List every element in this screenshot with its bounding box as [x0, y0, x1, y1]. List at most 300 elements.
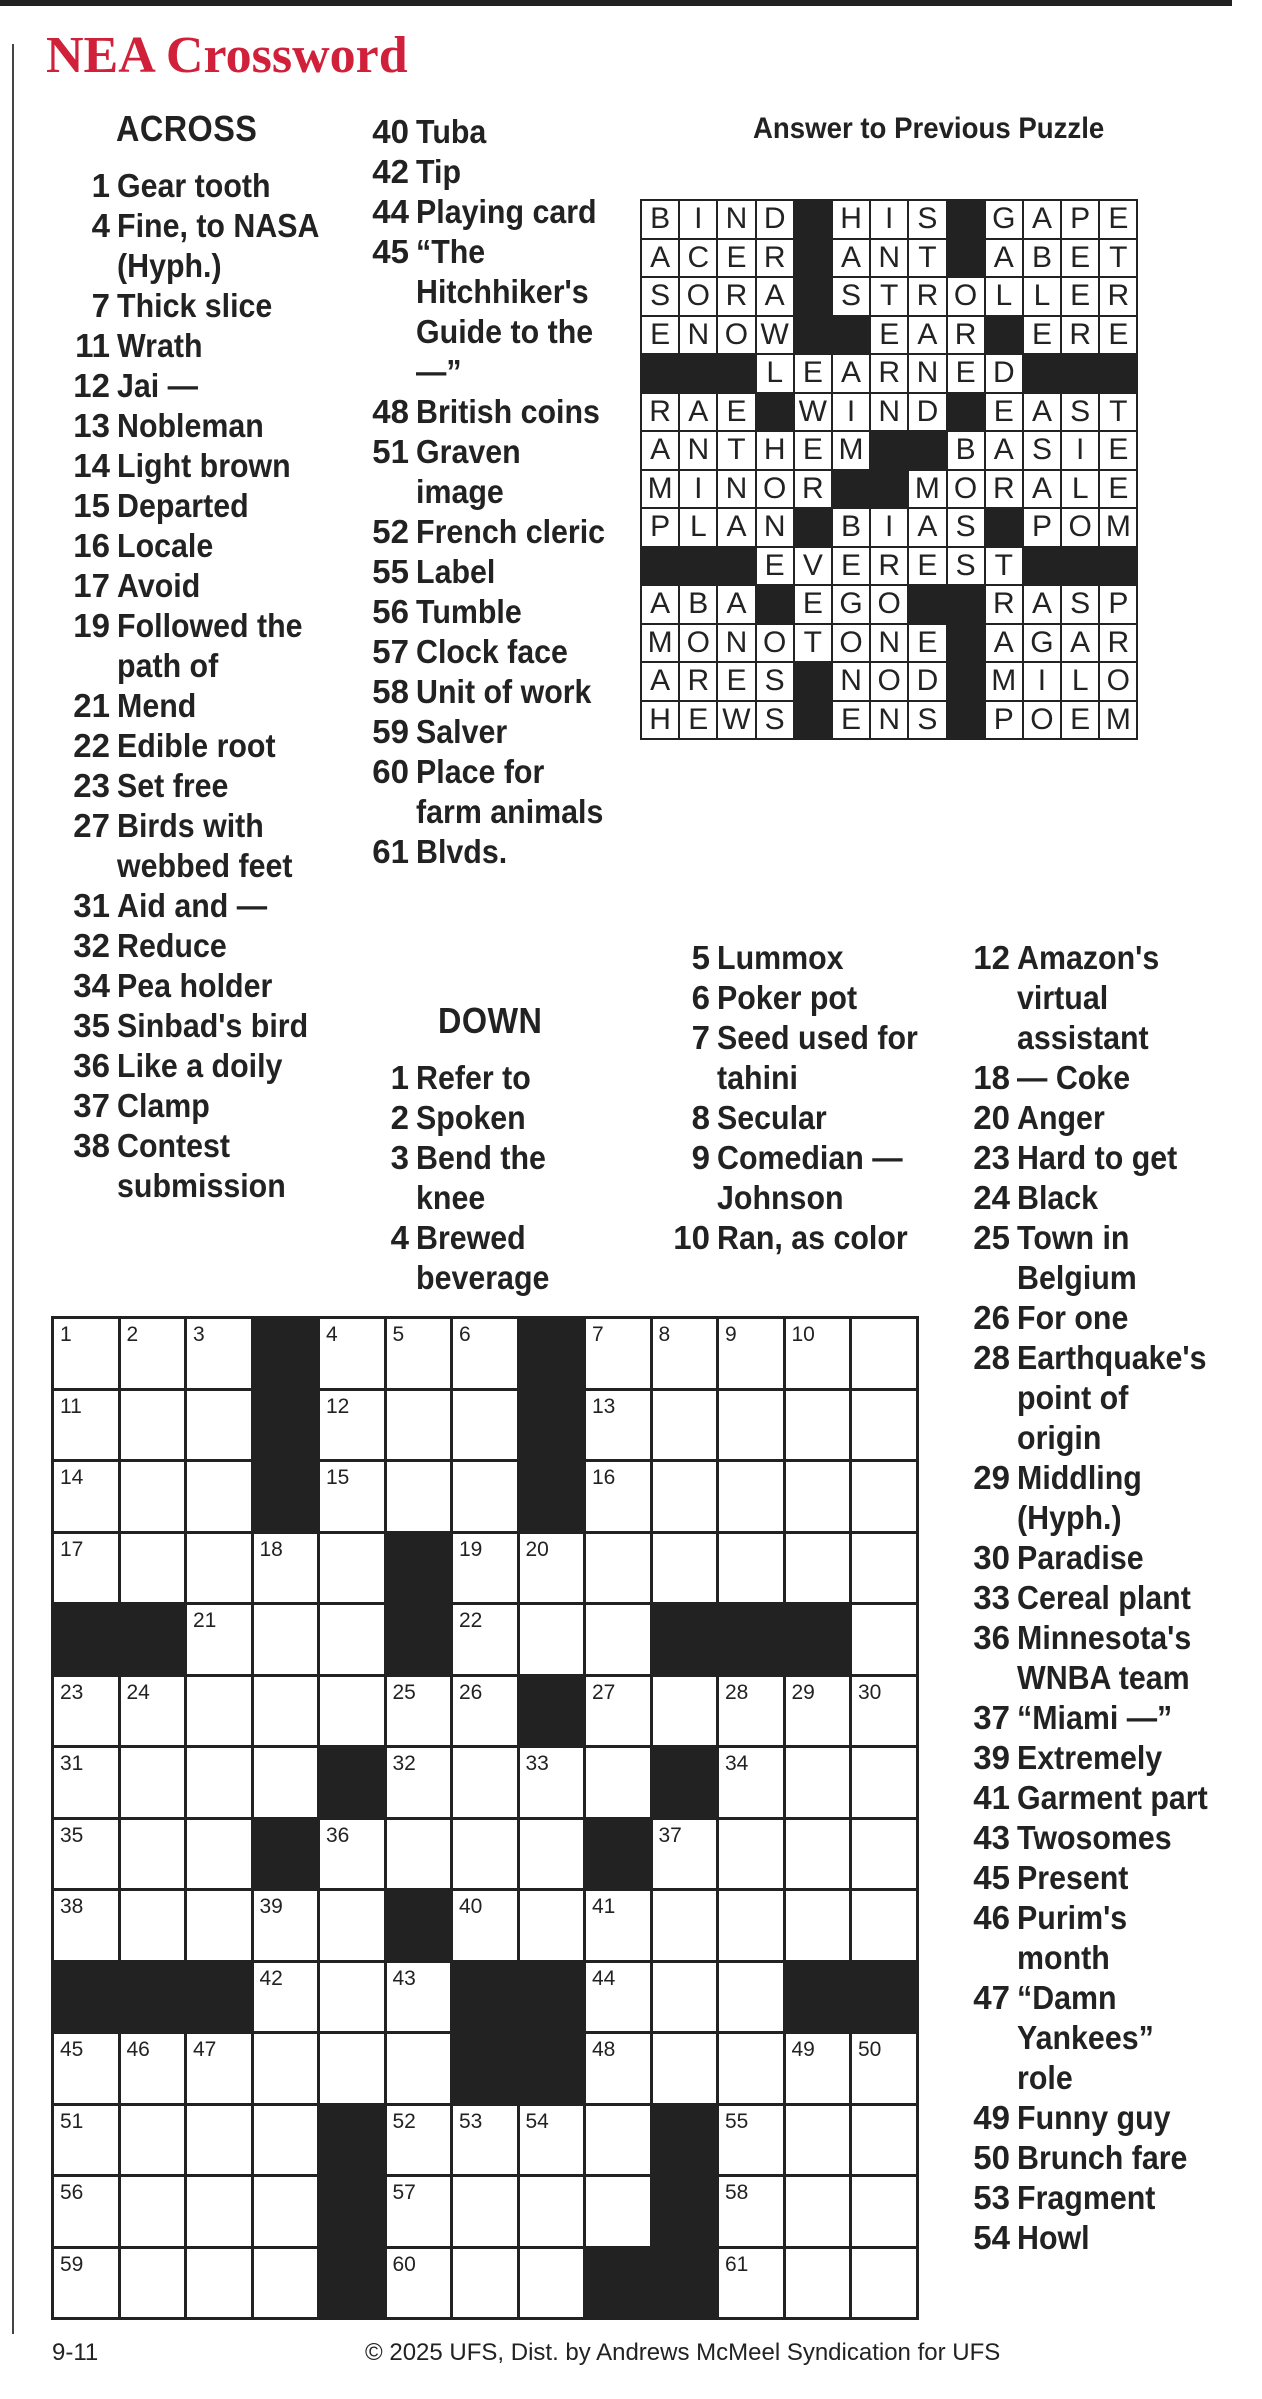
answer-letter-cell: T	[794, 624, 832, 663]
grid-black-square	[119, 1604, 186, 1676]
grid-cell[interactable]	[385, 1818, 452, 1890]
grid-cell[interactable]	[53, 2033, 120, 2105]
grid-cell[interactable]	[385, 1961, 452, 2033]
answer-black-square	[832, 316, 870, 355]
clue-text: British coins	[416, 393, 600, 430]
answer-letter-cell: I	[1023, 662, 1061, 701]
grid-cell[interactable]	[585, 1461, 652, 1533]
grid-cell[interactable]	[385, 1747, 452, 1819]
answer-letter-cell: A	[717, 508, 755, 547]
cell-number: 38	[60, 1895, 84, 1918]
grid-cell[interactable]	[851, 1675, 918, 1747]
grid-cell[interactable]	[186, 2104, 253, 2176]
grid-cell[interactable]	[851, 2176, 918, 2248]
answer-letter-cell: N	[870, 624, 908, 663]
grid-cell[interactable]	[119, 2247, 186, 2319]
grid-cell[interactable]	[319, 2033, 386, 2105]
grid-cell[interactable]	[53, 1461, 120, 1533]
grid-cell[interactable]	[319, 1461, 386, 1533]
footer-copyright: © 2025 UFS, Dist. by Andrews McMeel Syndication for UFS	[365, 2339, 1001, 2366]
cell-number: 60	[392, 2252, 416, 2276]
answer-letter-cell: A	[756, 277, 794, 316]
cell-number: 48	[592, 2038, 616, 2061]
answer-black-square	[794, 277, 832, 316]
clue-number: 6	[691, 979, 710, 1016]
answer-black-square	[794, 662, 832, 701]
grid-cell[interactable]	[518, 2247, 585, 2319]
grid-cell[interactable]	[252, 2176, 319, 2248]
cell-number: 26	[459, 1680, 483, 1704]
grid-cell[interactable]	[53, 1747, 120, 1819]
grid-cell[interactable]	[186, 1461, 253, 1533]
answer-letter-cell: R	[717, 277, 755, 316]
cell-number: 19	[459, 1537, 483, 1561]
grid-cell[interactable]	[186, 1389, 253, 1461]
clue-text: Seed used for tahini	[717, 1019, 918, 1096]
clue-item	[960, 1618, 1230, 1698]
clue-number: 32	[73, 927, 110, 964]
answer-letter-cell: P	[1099, 585, 1137, 624]
clue-item	[359, 632, 629, 672]
grid-cell[interactable]	[784, 1890, 851, 1962]
grid-cell[interactable]	[851, 2033, 918, 2105]
across-clues-col1	[60, 166, 350, 1206]
clue-text: Pea holder	[117, 967, 273, 1004]
grid-cell[interactable]	[119, 1389, 186, 1461]
grid-cell[interactable]	[319, 1890, 386, 1962]
grid-cell[interactable]	[119, 1818, 186, 1890]
answer-black-square	[1099, 547, 1137, 586]
clue-item	[660, 978, 950, 1018]
grid-cell[interactable]	[452, 2104, 519, 2176]
grid-cell[interactable]	[319, 1532, 386, 1604]
answer-letter-cell: I	[870, 200, 908, 239]
clue-item	[60, 1126, 350, 1206]
grid-cell[interactable]	[718, 2176, 785, 2248]
answer-letter-cell: M	[1099, 508, 1137, 547]
grid-cell[interactable]	[718, 2104, 785, 2176]
clue-number: 23	[973, 1139, 1010, 1176]
grid-cell[interactable]	[119, 2033, 186, 2105]
clue-item	[359, 112, 629, 152]
grid-cell[interactable]	[186, 1818, 253, 1890]
clue-text: Tumble	[416, 593, 522, 630]
grid-cell[interactable]	[385, 2176, 452, 2248]
answer-letter-cell: S	[947, 508, 985, 547]
grid-cell[interactable]	[186, 1747, 253, 1819]
grid-cell[interactable]	[784, 1818, 851, 1890]
grid-cell[interactable]	[585, 1961, 652, 2033]
clue-text: Ran, as color	[717, 1219, 908, 1256]
cell-number: 2	[126, 1323, 139, 1346]
answer-letter-cell: E	[1023, 316, 1061, 355]
clue-text: Label	[416, 553, 496, 590]
clue-number: 25	[973, 1219, 1010, 1256]
grid-cell[interactable]	[53, 1675, 120, 1747]
grid-cell[interactable]	[385, 1675, 452, 1747]
clue-number: 51	[372, 433, 409, 470]
grid-cell[interactable]	[452, 1675, 519, 1747]
grid-cell[interactable]	[319, 1604, 386, 1676]
clue-item	[960, 1138, 1230, 1178]
answer-letter-cell: N	[679, 316, 717, 355]
answer-letter-cell: E	[1099, 316, 1137, 355]
answer-letter-cell: R	[641, 393, 679, 432]
clue-number: 50	[973, 2139, 1010, 2176]
grid-cell[interactable]	[718, 1461, 785, 1533]
cell-number: 12	[326, 1394, 350, 1418]
grid-cell[interactable]	[851, 2247, 918, 2319]
grid-cell[interactable]	[851, 2104, 918, 2176]
grid-cell[interactable]	[385, 2247, 452, 2319]
answer-letter-cell: S	[908, 200, 946, 239]
left-rule	[12, 44, 14, 2334]
answer-black-square	[794, 508, 832, 547]
grid-cell[interactable]	[452, 1461, 519, 1533]
clue-text: Clamp	[117, 1087, 210, 1124]
clue-item	[960, 1298, 1230, 1338]
grid-cell[interactable]	[718, 1961, 785, 2033]
grid-cell[interactable]	[452, 1532, 519, 1604]
grid-cell[interactable]	[585, 2033, 652, 2105]
grid-cell[interactable]	[53, 1389, 120, 1461]
cell-number: 52	[392, 2109, 416, 2133]
grid-cell[interactable]	[718, 2033, 785, 2105]
grid-cell[interactable]	[784, 1389, 851, 1461]
answer-letter-cell: M	[641, 624, 679, 663]
answer-letter-cell: E	[908, 547, 946, 586]
answer-letter-cell: H	[832, 200, 870, 239]
answer-letter-cell: E	[870, 316, 908, 355]
grid-cell[interactable]	[53, 1532, 120, 1604]
grid-cell[interactable]	[186, 2033, 253, 2105]
grid-cell[interactable]	[784, 2033, 851, 2105]
clue-item	[60, 1086, 350, 1126]
clue-text: Twosomes	[1017, 1819, 1172, 1856]
clue-text: Set free	[117, 767, 229, 804]
clue-number: 13	[73, 407, 110, 444]
clue-item	[60, 446, 350, 486]
grid-cell[interactable]	[186, 1532, 253, 1604]
answer-black-square	[1023, 547, 1061, 586]
clue-number: 33	[973, 1579, 1010, 1616]
clue-number: 3	[390, 1139, 409, 1176]
grid-cell[interactable]	[851, 1890, 918, 1962]
clue-number: 19	[73, 607, 110, 644]
clue-item	[960, 1538, 1230, 1578]
grid-cell[interactable]	[784, 2176, 851, 2248]
grid-cell[interactable]	[718, 1532, 785, 1604]
grid-cell[interactable]	[252, 1532, 319, 1604]
grid-cell[interactable]	[784, 1461, 851, 1533]
grid-cell[interactable]	[452, 1890, 519, 1962]
grid-cell[interactable]	[252, 1675, 319, 1747]
grid-cell[interactable]	[452, 1818, 519, 1890]
grid-cell[interactable]	[518, 1890, 585, 1962]
grid-cell[interactable]	[252, 2247, 319, 2319]
answer-letter-cell: R	[908, 277, 946, 316]
grid-cell[interactable]	[385, 1389, 452, 1461]
cell-number: 59	[60, 2252, 84, 2276]
answer-letter-cell: N	[717, 624, 755, 663]
grid-cell[interactable]	[585, 2176, 652, 2248]
answer-letter-cell: P	[985, 701, 1023, 740]
cell-number: 23	[60, 1680, 84, 1704]
clue-number: 7	[691, 1019, 710, 1056]
grid-cell[interactable]	[851, 1389, 918, 1461]
answer-letter-cell: G	[985, 200, 1023, 239]
grid-cell[interactable]	[851, 1318, 918, 1390]
clue-item	[60, 766, 350, 806]
answer-letter-cell: A	[679, 393, 717, 432]
clue-item	[960, 938, 1230, 1058]
clue-number: 46	[973, 1899, 1010, 1936]
grid-cell[interactable]	[718, 1389, 785, 1461]
clue-item	[960, 2178, 1230, 2218]
clue-number: 42	[372, 153, 409, 190]
grid-cell[interactable]	[53, 1818, 120, 1890]
answer-letter-cell: B	[832, 508, 870, 547]
cell-number: 4	[326, 1323, 338, 1346]
clue-item	[359, 832, 629, 872]
grid-cell[interactable]	[651, 1318, 718, 1390]
clue-item	[960, 1218, 1230, 1298]
grid-black-square	[385, 1532, 452, 1604]
answer-letter-cell: O	[1023, 701, 1061, 740]
answer-letter-cell: M	[908, 470, 946, 509]
answer-letter-cell: E	[1099, 470, 1137, 509]
grid-cell[interactable]	[252, 1604, 319, 1676]
grid-cell[interactable]	[452, 2176, 519, 2248]
grid-cell[interactable]	[452, 2247, 519, 2319]
cell-number: 47	[193, 2038, 217, 2061]
grid-cell[interactable]	[385, 2033, 452, 2105]
cell-number: 9	[725, 1323, 737, 1346]
grid-cell[interactable]	[119, 1747, 186, 1819]
grid-cell[interactable]	[119, 2176, 186, 2248]
grid-cell[interactable]	[651, 1890, 718, 1962]
answer-letter-cell: E	[1061, 277, 1099, 316]
clue-text: Funny guy	[1017, 2099, 1171, 2136]
grid-cell[interactable]	[53, 1318, 120, 1390]
grid-cell[interactable]	[119, 1890, 186, 1962]
clue-number: 53	[973, 2179, 1010, 2216]
clue-item	[960, 1458, 1230, 1538]
grid-cell[interactable]	[452, 1318, 519, 1390]
grid-cell[interactable]	[651, 1675, 718, 1747]
answer-letter-cell: I	[679, 200, 717, 239]
grid-cell[interactable]	[252, 1961, 319, 2033]
grid-cell[interactable]	[252, 1747, 319, 1819]
grid-black-square	[252, 1389, 319, 1461]
grid-cell[interactable]	[319, 1389, 386, 1461]
grid-cell[interactable]	[851, 1461, 918, 1533]
grid-cell[interactable]	[119, 1318, 186, 1390]
crossword-grid	[51, 1316, 919, 2320]
grid-cell[interactable]	[186, 1675, 253, 1747]
grid-cell[interactable]	[585, 1532, 652, 1604]
grid-black-square	[252, 1818, 319, 1890]
grid-cell[interactable]	[718, 1818, 785, 1890]
clue-number: 45	[973, 1859, 1010, 1896]
answer-letter-cell: O	[947, 470, 985, 509]
clue-item	[359, 592, 629, 632]
grid-cell[interactable]	[319, 1818, 386, 1890]
clue-item	[60, 606, 350, 686]
grid-cell[interactable]	[186, 2247, 253, 2319]
grid-cell[interactable]	[319, 1318, 386, 1390]
cell-number: 10	[791, 1323, 815, 1346]
grid-cell[interactable]	[518, 2176, 585, 2248]
grid-cell[interactable]	[784, 2104, 851, 2176]
grid-cell[interactable]	[784, 1318, 851, 1390]
grid-cell[interactable]	[53, 2104, 120, 2176]
clue-text: “The Hitchhiker's Guide to the —”	[416, 233, 594, 390]
grid-cell[interactable]	[851, 1532, 918, 1604]
answer-letter-cell: N	[679, 431, 717, 470]
grid-cell[interactable]	[585, 2104, 652, 2176]
answer-black-square	[756, 585, 794, 624]
clue-text: “Damn Yankees” role	[1017, 1979, 1154, 2096]
grid-cell[interactable]	[186, 1318, 253, 1390]
grid-cell[interactable]	[851, 1604, 918, 1676]
grid-cell[interactable]	[718, 1890, 785, 1962]
cell-number: 16	[592, 1466, 616, 1489]
clue-item	[60, 366, 350, 406]
grid-cell[interactable]	[585, 1747, 652, 1819]
answer-black-square	[1061, 354, 1099, 393]
clue-text: Tuba	[416, 113, 487, 150]
answer-letter-cell: A	[641, 585, 679, 624]
clue-text: Poker pot	[717, 979, 858, 1016]
grid-cell[interactable]	[53, 1890, 120, 1962]
grid-black-square	[319, 1747, 386, 1819]
clue-number: 26	[973, 1299, 1010, 1336]
answer-letter-cell: O	[832, 624, 870, 663]
grid-cell[interactable]	[851, 1818, 918, 1890]
grid-cell[interactable]	[186, 1890, 253, 1962]
grid-cell[interactable]	[119, 1532, 186, 1604]
grid-cell[interactable]	[518, 1604, 585, 1676]
grid-cell[interactable]	[252, 2033, 319, 2105]
clue-number: 38	[73, 1127, 110, 1164]
grid-cell[interactable]	[651, 1818, 718, 1890]
grid-cell[interactable]	[518, 1532, 585, 1604]
grid-cell[interactable]	[452, 1389, 519, 1461]
answer-letter-cell: S	[756, 662, 794, 701]
grid-cell[interactable]	[186, 2176, 253, 2248]
grid-cell[interactable]	[518, 1818, 585, 1890]
answer-letter-cell: R	[756, 239, 794, 278]
grid-cell[interactable]	[851, 1747, 918, 1819]
answer-letter-cell: I	[870, 508, 908, 547]
grid-cell[interactable]	[651, 1389, 718, 1461]
grid-cell[interactable]	[585, 1890, 652, 1962]
grid-cell[interactable]	[585, 1389, 652, 1461]
grid-cell[interactable]	[718, 1318, 785, 1390]
clue-item	[960, 1098, 1230, 1138]
clue-text: Refer to	[416, 1059, 531, 1096]
clue-number: 7	[91, 287, 110, 324]
grid-cell[interactable]	[585, 1604, 652, 1676]
grid-cell[interactable]	[119, 2104, 186, 2176]
grid-cell[interactable]	[585, 1318, 652, 1390]
across-heading-wrap	[116, 108, 273, 150]
cell-number: 20	[525, 1537, 549, 1561]
clue-number: 5	[691, 939, 710, 976]
grid-cell[interactable]	[585, 1675, 652, 1747]
grid-black-square	[53, 1961, 120, 2033]
grid-cell[interactable]	[319, 1675, 386, 1747]
grid-cell[interactable]	[53, 2247, 120, 2319]
grid-cell[interactable]	[53, 2176, 120, 2248]
grid-cell[interactable]	[784, 1532, 851, 1604]
grid-cell[interactable]	[452, 1747, 519, 1819]
cell-number: 40	[459, 1895, 483, 1918]
grid-black-square	[385, 1890, 452, 1962]
answer-letter-cell: E	[794, 354, 832, 393]
answer-letter-cell: O	[947, 277, 985, 316]
grid-cell[interactable]	[119, 1675, 186, 1747]
clue-item	[960, 1578, 1230, 1618]
clue-text: Birds with webbed feet	[117, 807, 293, 884]
grid-cell[interactable]	[452, 1604, 519, 1676]
grid-cell[interactable]	[718, 1675, 785, 1747]
clue-text: Secular	[717, 1099, 827, 1136]
clue-text: Wrath	[117, 327, 203, 364]
clue-text: For one	[1017, 1299, 1129, 1336]
grid-cell[interactable]	[385, 1318, 452, 1390]
grid-cell[interactable]	[252, 1890, 319, 1962]
clue-number: 52	[372, 513, 409, 550]
grid-cell[interactable]	[518, 1747, 585, 1819]
clue-text: Nobleman	[117, 407, 264, 444]
cell-number: 5	[392, 1323, 405, 1346]
grid-black-square	[252, 1461, 319, 1533]
grid-cell[interactable]	[385, 1461, 452, 1533]
grid-cell[interactable]	[784, 2247, 851, 2319]
clue-number: 37	[73, 1087, 110, 1124]
grid-cell[interactable]	[651, 1461, 718, 1533]
grid-cell[interactable]	[252, 2104, 319, 2176]
clue-item	[60, 966, 350, 1006]
grid-cell[interactable]	[651, 2033, 718, 2105]
grid-cell[interactable]	[518, 2104, 585, 2176]
grid-cell[interactable]	[186, 1604, 253, 1676]
clue-item	[60, 326, 350, 366]
answer-black-square	[947, 393, 985, 432]
clue-number: 56	[372, 593, 409, 630]
grid-cell[interactable]	[385, 2104, 452, 2176]
answer-letter-cell: N	[870, 701, 908, 740]
answer-black-square	[985, 316, 1023, 355]
grid-black-square	[651, 2104, 718, 2176]
grid-cell[interactable]	[651, 1532, 718, 1604]
grid-black-square	[718, 1604, 785, 1676]
clue-item	[359, 192, 629, 232]
answer-letter-cell: O	[870, 662, 908, 701]
grid-cell[interactable]	[718, 1747, 785, 1819]
grid-cell[interactable]	[784, 1747, 851, 1819]
grid-cell[interactable]	[651, 1961, 718, 2033]
cell-number: 44	[592, 1966, 616, 1990]
grid-cell[interactable]	[784, 1675, 851, 1747]
clue-number: 43	[973, 1819, 1010, 1856]
grid-cell[interactable]	[718, 2247, 785, 2319]
grid-cell[interactable]	[119, 1461, 186, 1533]
grid-cell[interactable]	[319, 1961, 386, 2033]
answer-letter-cell: E	[717, 393, 755, 432]
